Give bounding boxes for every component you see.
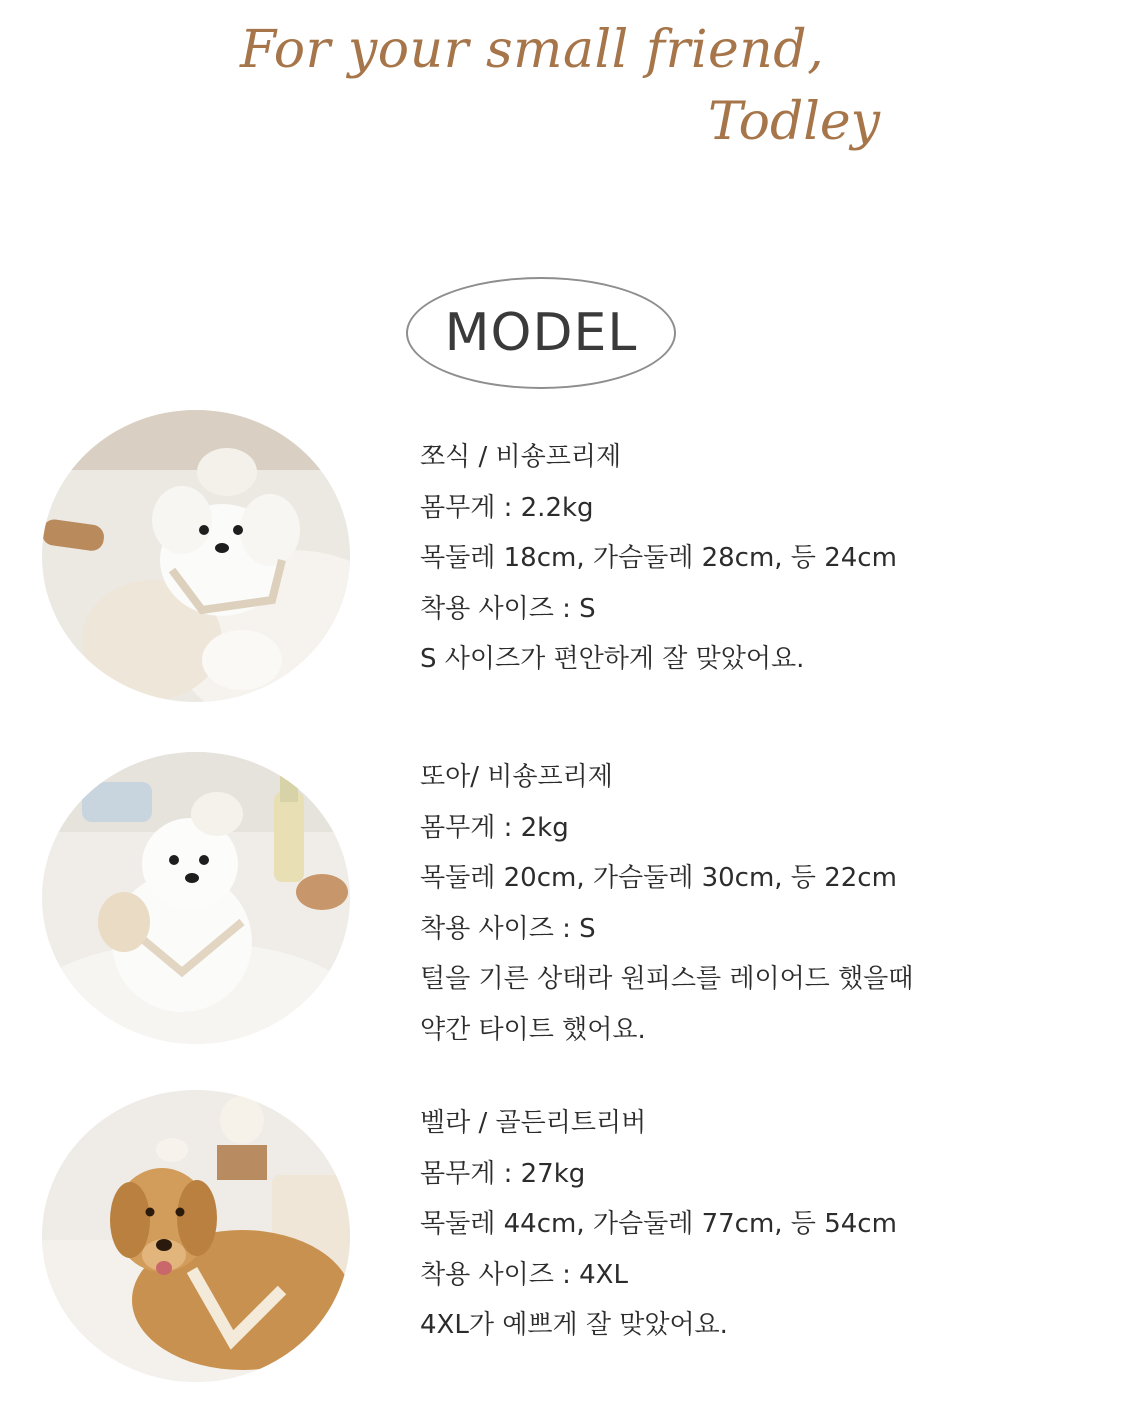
bichon-dog-photo-icon	[42, 752, 350, 1044]
model-size: 착용 사이즈 : 4XL	[420, 1259, 628, 1290]
model-measurements: 목둘레 44cm, 가슴둘레 77cm, 등 54cm	[420, 1209, 897, 1239]
model-measurements: 목둘레 18cm, 가슴둘레 28cm, 등 24cm	[420, 543, 897, 573]
model-fit-note: 털을 기른 상태라 원피스를 레이어드 했을때	[420, 964, 914, 994]
model-info	[420, 752, 913, 1055]
header-tagline: For your small friend,	[240, 20, 825, 80]
golden-retriever-dog-photo-icon	[42, 1090, 350, 1382]
model-name-breed: 또아/ 비숑프리제	[420, 762, 613, 792]
model-fit-note-continued: 약간 타이트 했어요.	[420, 1014, 646, 1045]
model-info	[420, 432, 897, 685]
bichon-dog-photo-icon	[42, 410, 350, 702]
model-name-breed: 벨라 / 골든리트리버	[420, 1108, 647, 1138]
model-weight: 몸무게 : 27kg	[420, 1158, 586, 1189]
model-weight: 몸무게 : 2.2kg	[420, 492, 594, 523]
model-weight: 몸무게 : 2kg	[420, 812, 569, 843]
model-fit-note: S 사이즈가 편안하게 잘 맞았어요.	[420, 644, 805, 674]
model-size: 착용 사이즈 : S	[420, 913, 596, 944]
model-size: 착용 사이즈 : S	[420, 593, 596, 624]
model-measurements: 목둘레 20cm, 가슴둘레 30cm, 등 22cm	[420, 863, 897, 893]
model-section-badge	[406, 277, 676, 389]
header-brand: Todley	[708, 92, 881, 152]
model-info	[420, 1098, 897, 1351]
model-fit-note: 4XL가 예쁘게 잘 맞았어요.	[420, 1310, 728, 1340]
model-name-breed: 쪼식 / 비숑프리제	[420, 442, 622, 472]
model-section-title: MODEL	[444, 303, 638, 363]
